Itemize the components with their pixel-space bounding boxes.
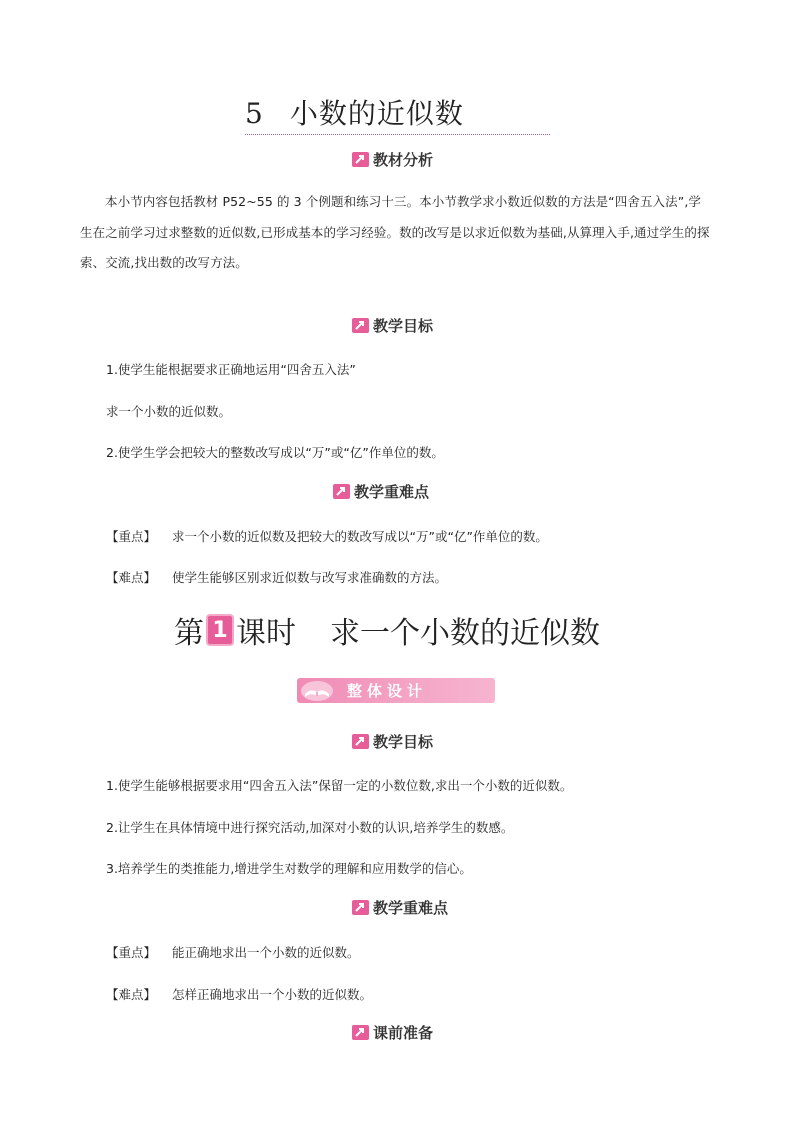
- lesson-goal-item-3: 3.培养学生的类推能力,增进学生对数学的理解和应用数学的信心。: [106, 861, 472, 876]
- heading-text: 教学目标: [373, 317, 434, 335]
- lesson-goal-item-2: 2.让学生在具体情境中进行探究活动,加深对小数的认识,培养学生的数感。: [106, 820, 514, 835]
- bookmark-arrow-icon: [333, 484, 350, 499]
- lesson-goal-item-1: 1.使学生能够根据要求用“四舍五入法”保留一定的小数位数,求出一个小数的近似数。: [106, 778, 573, 793]
- key-point-tag: 【重点】: [106, 529, 157, 544]
- heading-text: 教学重难点: [354, 483, 430, 501]
- section-heading-teaching-goals: [352, 315, 433, 336]
- lesson-suffix: 课时: [236, 616, 296, 651]
- key-point-text: 能正确地求出一个小数的近似数。: [172, 945, 360, 960]
- heading-text: 课前准备: [373, 1024, 434, 1042]
- chapter-title-text: 小数的近似数: [289, 97, 464, 130]
- heading-text: 教学目标: [373, 733, 434, 751]
- lesson-number-badge: 1: [206, 614, 234, 646]
- lesson-key-point-line: [106, 943, 360, 961]
- open-book-icon: [297, 678, 337, 703]
- bookmark-arrow-icon: [352, 152, 369, 167]
- section-heading-key-difficulty: [333, 481, 429, 502]
- overall-design-banner: [297, 678, 495, 703]
- goal-item-1-continued: 求一个小数的近似数。: [106, 404, 232, 419]
- lesson-title: [174, 608, 600, 652]
- bookmark-arrow-icon: [352, 900, 369, 915]
- heading-text: 教学重难点: [373, 899, 449, 917]
- textbook-analysis-paragraph: 本小节内容包括教材 P52~55 的 3 个例题和练习十三。本小节教学求小数近似数的方法是“四舍五入法”,学生在之前学习过求整数的近似数,已形成基本的学习经验。数的改写是以求近似数为基础,从算理入手,通过学生的探索、交流,找出数的改写方法。: [80, 194, 710, 270]
- bookmark-arrow-icon: [352, 1025, 369, 1040]
- section-heading-lesson-goals: [352, 731, 433, 752]
- chapter-number: 5: [245, 97, 264, 130]
- bookmark-arrow-icon: [352, 318, 369, 333]
- section-heading-preparation: [352, 1022, 433, 1043]
- difficulty-tag: 【难点】: [106, 987, 157, 1002]
- lesson-title-text: 求一个小数的近似数: [330, 616, 600, 651]
- key-point-tag: 【重点】: [106, 945, 157, 960]
- key-point-text: 求一个小数的近似数及把较大的数改写成以“万”或“亿”作单位的数。: [172, 529, 548, 544]
- heading-text: 教材分析: [373, 151, 434, 169]
- banner-label: 整体设计: [347, 682, 428, 700]
- goal-item-2: 2.使学生学会把较大的整数改写成以“万”或“亿”作单位的数。: [106, 445, 444, 460]
- lesson-prefix: 第: [174, 616, 204, 651]
- goal-item-1: 1.使学生能根据要求正确地运用“四舍五入法”: [106, 362, 356, 377]
- section-heading-textbook-analysis: [352, 149, 433, 170]
- section-heading-lesson-key-difficulty: [352, 897, 448, 918]
- lesson-difficulty-line: [106, 985, 372, 1003]
- difficulty-line: [106, 568, 447, 586]
- difficulty-tag: 【难点】: [106, 570, 157, 585]
- difficulty-text: 怎样正确地求出一个小数的近似数。: [172, 987, 373, 1002]
- difficulty-text: 使学生能够区别求近似数与改写求准确数的方法。: [172, 570, 448, 585]
- key-point-line: [106, 527, 548, 545]
- chapter-title: [245, 92, 550, 135]
- bookmark-arrow-icon: [352, 734, 369, 749]
